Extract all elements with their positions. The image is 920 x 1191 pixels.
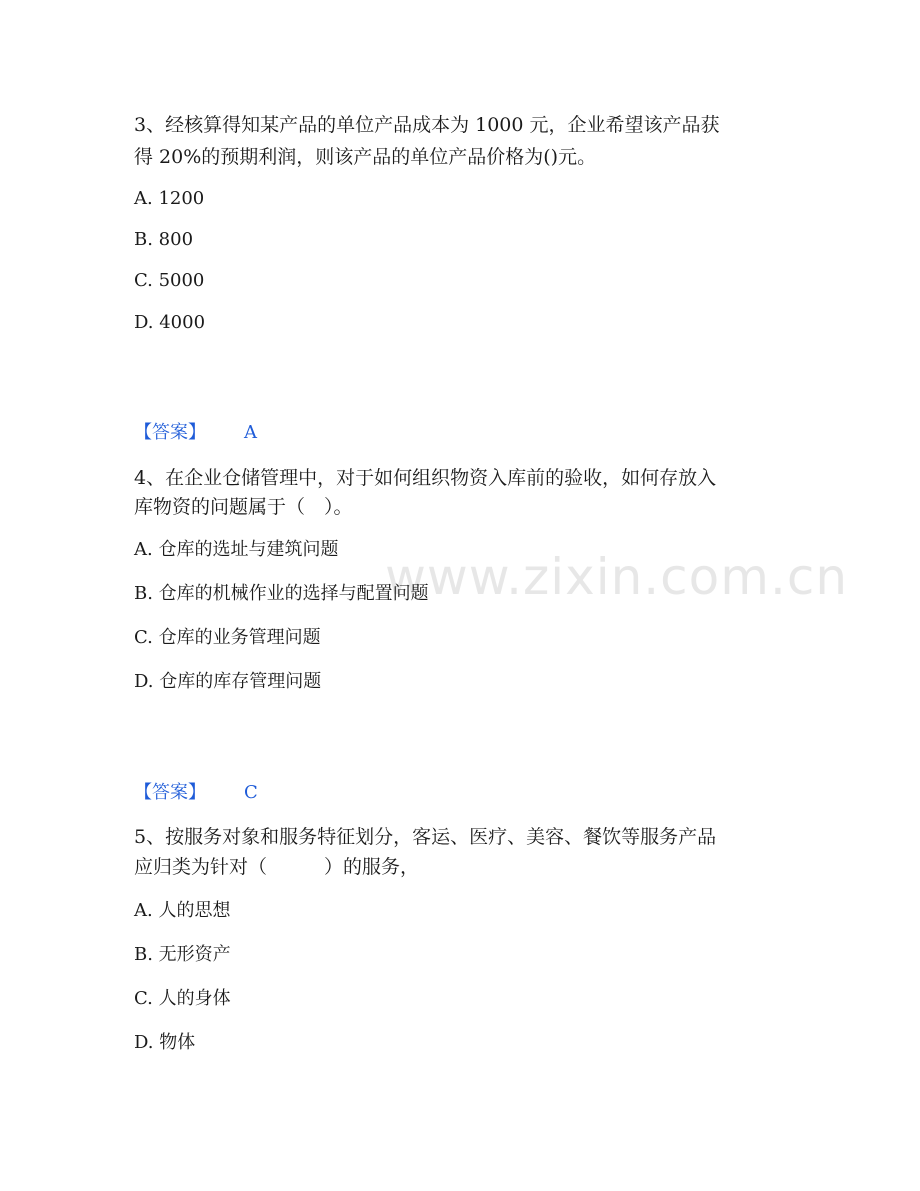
- answer-label: 【答案】: [134, 422, 206, 443]
- question-text-line: 4、在企业仓储管理中，对于如何组织物资入库前的验收，如何存放入: [134, 467, 717, 489]
- question-text-line: 库物资的问题属于（ ）。: [134, 496, 353, 518]
- question-text-line: 3、经核算得知某产品的单位产品成本为 1000 元，企业希望该产品获: [134, 114, 720, 136]
- answer-value: C: [244, 782, 258, 803]
- option-b: B. 无形资产: [134, 944, 231, 965]
- option-c: C. 人的身体: [134, 988, 231, 1009]
- option-b: B. 仓库的机械作业的选择与配置问题: [134, 583, 429, 604]
- answer-label: 【答案】: [134, 782, 206, 803]
- option-b: B. 800: [134, 229, 194, 250]
- answer-row: [134, 781, 258, 805]
- question-text-line: 得 20%的预期利润，则该产品的单位产品价格为()元。: [134, 146, 597, 168]
- option-d: D. 仓库的库存管理问题: [134, 671, 322, 692]
- option-a: A. 1200: [134, 188, 205, 209]
- option-d: D. 物体: [134, 1032, 196, 1053]
- answer-value: A: [244, 422, 257, 443]
- option-a: A. 人的思想: [134, 900, 231, 921]
- option-a: A. 仓库的选址与建筑问题: [134, 539, 339, 560]
- option-d: D. 4000: [134, 312, 206, 333]
- watermark: www.zixin.com.cn: [385, 548, 849, 606]
- option-c: C. 5000: [134, 270, 205, 291]
- question-text-line: 应归类为针对（ ）的服务，: [134, 856, 420, 878]
- question-text-line: 5、按服务对象和服务特征划分，客运、医疗、美容、餐饮等服务产品: [134, 826, 717, 848]
- option-c: C. 仓库的业务管理问题: [134, 627, 321, 648]
- answer-row: [134, 421, 257, 445]
